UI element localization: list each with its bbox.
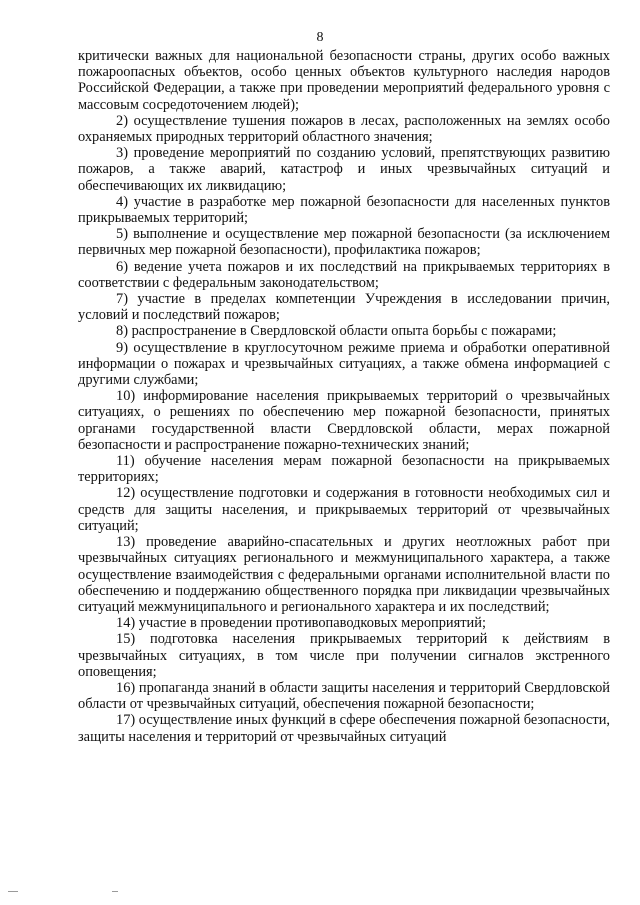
list-item-8: 8) распространение в Свердловской области опыта борьбы с пожарами; <box>116 323 557 340</box>
list-item-9: 9) осуществление в круглосуточном режиме приема и обработки оперативной информации о пожарах и чрезвычайных ситуациях, а также обмена информацией с другими службами; <box>78 339 610 389</box>
list-item-5: 5) выполнение и осуществление мер пожарной безопасности (за исключением первичных мер пожарной безопасности), профилактика пожаров; <box>78 226 610 259</box>
list-item-15: 15) подготовка населения прикрываемых территорий к действиям в чрезвычайных ситуациях, в том числе при получении сигналов экстренного оповещения; <box>78 631 610 680</box>
scan-artifact <box>0 889 140 895</box>
list-item-2: 2) осуществление тушения пожаров в лесах, расположенных на землях особо охраняемых природных территорий областного значения; <box>78 112 610 146</box>
list-item-3: 3) проведение мероприятий по созданию условий, препятствующих развитию пожаров, а также аварий, катастроф и иных чрезвычайных ситуаций и обеспечивающих их ликвидацию; <box>78 145 610 194</box>
paragraph-continuation: критически важных для национальной безопасности страны, других особо важных пожароопасных объектов, особо ценных объектов культурного наследия народов Российской Федерации, а также при проведении мероприятий федерального уровня с массовым сосредоточением людей); <box>78 48 610 113</box>
list-item-12: 12) осуществление подготовки и содержания в готовности необходимых сил и средств для защиты населения, и прикрываемых территорий от чрезвычайных ситуаций; <box>78 485 610 534</box>
document-body <box>78 48 610 745</box>
list-item-10: 10) информирование населения прикрываемых территорий о чрезвычайных ситуациях, о решениях по обеспечению мер пожарной безопасности, принятых органами государственной власти Свердловской области, мерах пожарной безопасности и распространение пожарно-технических знаний; <box>78 388 610 453</box>
page-number: 8 <box>316 30 324 45</box>
list-item-6: 6) ведение учета пожаров и их последствий на прикрываемых территориях в соответствии с федеральным законодательством; <box>78 258 610 291</box>
list-item-7: 7) участие в пределах компетенции Учреждения в исследовании причин, условий и последствий пожаров; <box>78 291 610 324</box>
list-item-14: 14) участие в проведении противопаводковых мероприятий; <box>116 615 486 632</box>
list-item-17: 17) осуществление иных функций в сфере обеспечения пожарной безопасности, защиты населения и территорий от чрезвычайных ситуаций <box>78 712 610 745</box>
list-item-4: 4) участие в разработке мер пожарной безопасности для населенных пунктов прикрываемых территорий; <box>78 193 610 227</box>
list-item-16: 16) пропаганда знаний в области защиты населения и территорий Свердловской области от чрезвычайных ситуаций, обеспечения пожарной безопасности; <box>78 679 610 713</box>
list-item-11: 11) обучение населения мерам пожарной безопасности на прикрываемых территориях; <box>78 453 610 486</box>
list-item-13: 13) проведение аварийно-спасательных и других неотложных работ при чрезвычайных ситуациях регионального и межмуниципального характера, а также осуществление взаимодействия с федеральными органами исполнительной власти по обеспечению и поддержанию общественного порядка при ликвидации чрезвычайных ситуаций межмуниципального и регионального характера и их последствий; <box>78 534 610 615</box>
